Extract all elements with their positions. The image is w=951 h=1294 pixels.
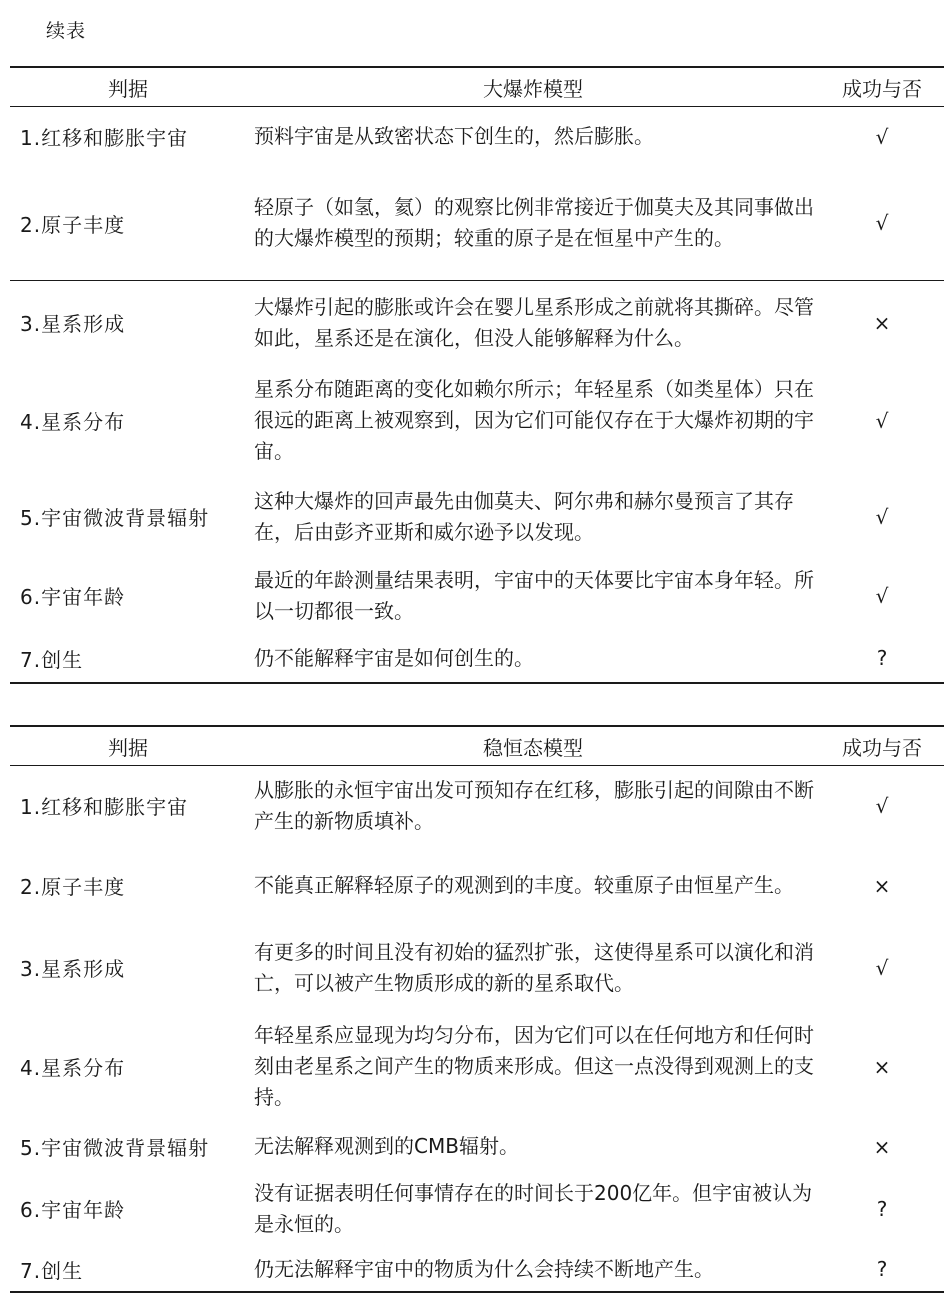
big-bang-model-table — [10, 66, 944, 684]
description-cell: 年轻星系应显现为均匀分布，因为它们可以在任何地方和任何时刻由老星系之间产生的物质来形成。但这一点没得到观测上的支持。 — [254, 1023, 814, 1109]
description-cell: 不能真正解释轻原子的观测到的丰度。较重原子由恒星产生。 — [254, 873, 794, 897]
description-cell: 这种大爆炸的回声最先由伽莫夫、阿尔弗和赫尔曼预言了其存在，后由彭齐亚斯和威尔逊予以发现。 — [254, 488, 794, 544]
result-mark: ? — [876, 1257, 888, 1281]
header-criterion: 判据 — [10, 726, 246, 766]
header-criterion: 判据 — [10, 67, 246, 107]
description-cell: 大爆炸引起的膨胀或许会在婴儿星系形成之前就将其撕碎。尽管如此，星系还是在演化，但没人能够解释为什么。 — [254, 294, 814, 350]
criterion-cell: 3.星系形成 — [20, 312, 126, 337]
table-row — [10, 557, 944, 635]
criterion-cell: 5.宇宙微波背景辐射 — [20, 1136, 210, 1160]
result-mark: × — [873, 1134, 891, 1159]
table-row — [10, 1248, 944, 1292]
result-mark: √ — [875, 955, 889, 980]
result-cell — [820, 107, 944, 167]
result-cell — [820, 557, 944, 635]
result-cell — [820, 1170, 944, 1248]
criterion-cell: 5.宇宙微波背景辐射 — [20, 506, 210, 530]
result-cell — [820, 365, 944, 477]
result-cell — [820, 167, 944, 281]
result-cell — [820, 1124, 944, 1170]
description-cell: 最近的年龄测量结果表明，宇宙中的天体要比宇宙本身年轻。所以一切都很一致。 — [254, 567, 814, 623]
table-row — [10, 167, 944, 281]
criterion-cell: 1.红移和膨胀宇宙 — [20, 126, 189, 151]
result-mark: √ — [875, 504, 889, 529]
table-row — [10, 1010, 944, 1124]
table-row — [10, 477, 944, 557]
header-model: 大爆炸模型 — [246, 67, 820, 107]
header-success: 成功与否 — [820, 726, 944, 766]
result-mark: × — [873, 1054, 891, 1079]
table-row — [10, 1170, 944, 1248]
description-cell: 无法解释观测到的CMB辐射。 — [254, 1134, 519, 1158]
description-cell: 轻原子（如氢，氦）的观察比例非常接近于伽莫夫及其同事做出的大爆炸模型的预期；较重的原子是在恒星中产生的。 — [246, 167, 820, 281]
criterion-cell: 7.创生 — [10, 635, 246, 683]
result-cell — [820, 926, 944, 1010]
result-cell — [820, 635, 944, 683]
description-cell: 没有证据表明任何事情存在的时间长于200亿年。但宇宙被认为是永恒的。 — [254, 1180, 813, 1236]
result-mark: ? — [876, 646, 888, 670]
result-mark: × — [873, 873, 891, 898]
criterion-cell: 6.宇宙年龄 — [20, 1198, 126, 1222]
criterion-cell: 2.原子丰度 — [20, 875, 126, 899]
result-cell — [820, 1010, 944, 1124]
table-header-row — [10, 726, 944, 766]
result-mark: √ — [875, 124, 889, 149]
result-mark: √ — [875, 583, 889, 608]
result-cell — [820, 281, 944, 365]
continued-caption: 续表 — [46, 20, 87, 42]
description-cell: 仍无法解释宇宙中的物质为什么会持续不断地产生。 — [246, 1248, 820, 1292]
table-row — [10, 766, 944, 846]
result-cell — [820, 846, 944, 926]
table-row — [10, 635, 944, 683]
table-row — [10, 365, 944, 477]
description-cell: 有更多的时间且没有初始的猛烈扩张，这使得星系可以演化和消亡，可以被产生物质形成的新的星系取代。 — [254, 939, 814, 995]
description-cell: 仍不能解释宇宙是如何创生的。 — [246, 635, 820, 683]
criterion-cell: 7.创生 — [10, 1248, 246, 1292]
criterion-cell: 4.星系分布 — [20, 410, 126, 434]
criterion-cell: 2.原子丰度 — [10, 167, 246, 281]
description-cell: 预料宇宙是从致密状态下创生的，然后膨胀。 — [254, 124, 654, 149]
description-cell: 从膨胀的永恒宇宙出发可预知存在红移，膨胀引起的间隙由不断产生的新物质填补。 — [254, 777, 814, 833]
result-mark: ? — [876, 1196, 888, 1221]
result-mark: √ — [875, 408, 889, 433]
table-header-row — [10, 67, 944, 107]
table-row — [10, 846, 944, 926]
criterion-cell: 1.红移和膨胀宇宙 — [20, 795, 189, 820]
header-model: 稳恒态模型 — [246, 726, 820, 766]
description-cell: 星系分布随距离的变化如赖尔所示；年轻星系（如类星体）只在很远的距离上被观察到，因为它们可能仅存在于大爆炸初期的宇宙。 — [254, 377, 814, 463]
criterion-cell: 3.星系形成 — [20, 957, 126, 981]
result-mark: √ — [875, 211, 889, 236]
steady-state-model-table — [10, 725, 944, 1293]
result-cell — [820, 1248, 944, 1292]
result-cell — [820, 477, 944, 557]
result-cell — [820, 766, 944, 846]
criterion-cell: 4.星系分布 — [20, 1056, 126, 1080]
table-row — [10, 926, 944, 1010]
criterion-cell: 6.宇宙年龄 — [20, 585, 126, 609]
table-row — [10, 107, 944, 167]
result-mark: √ — [875, 793, 889, 818]
result-mark: × — [873, 310, 891, 335]
table-row — [10, 1124, 944, 1170]
table-row — [10, 281, 944, 365]
header-success: 成功与否 — [820, 67, 944, 107]
